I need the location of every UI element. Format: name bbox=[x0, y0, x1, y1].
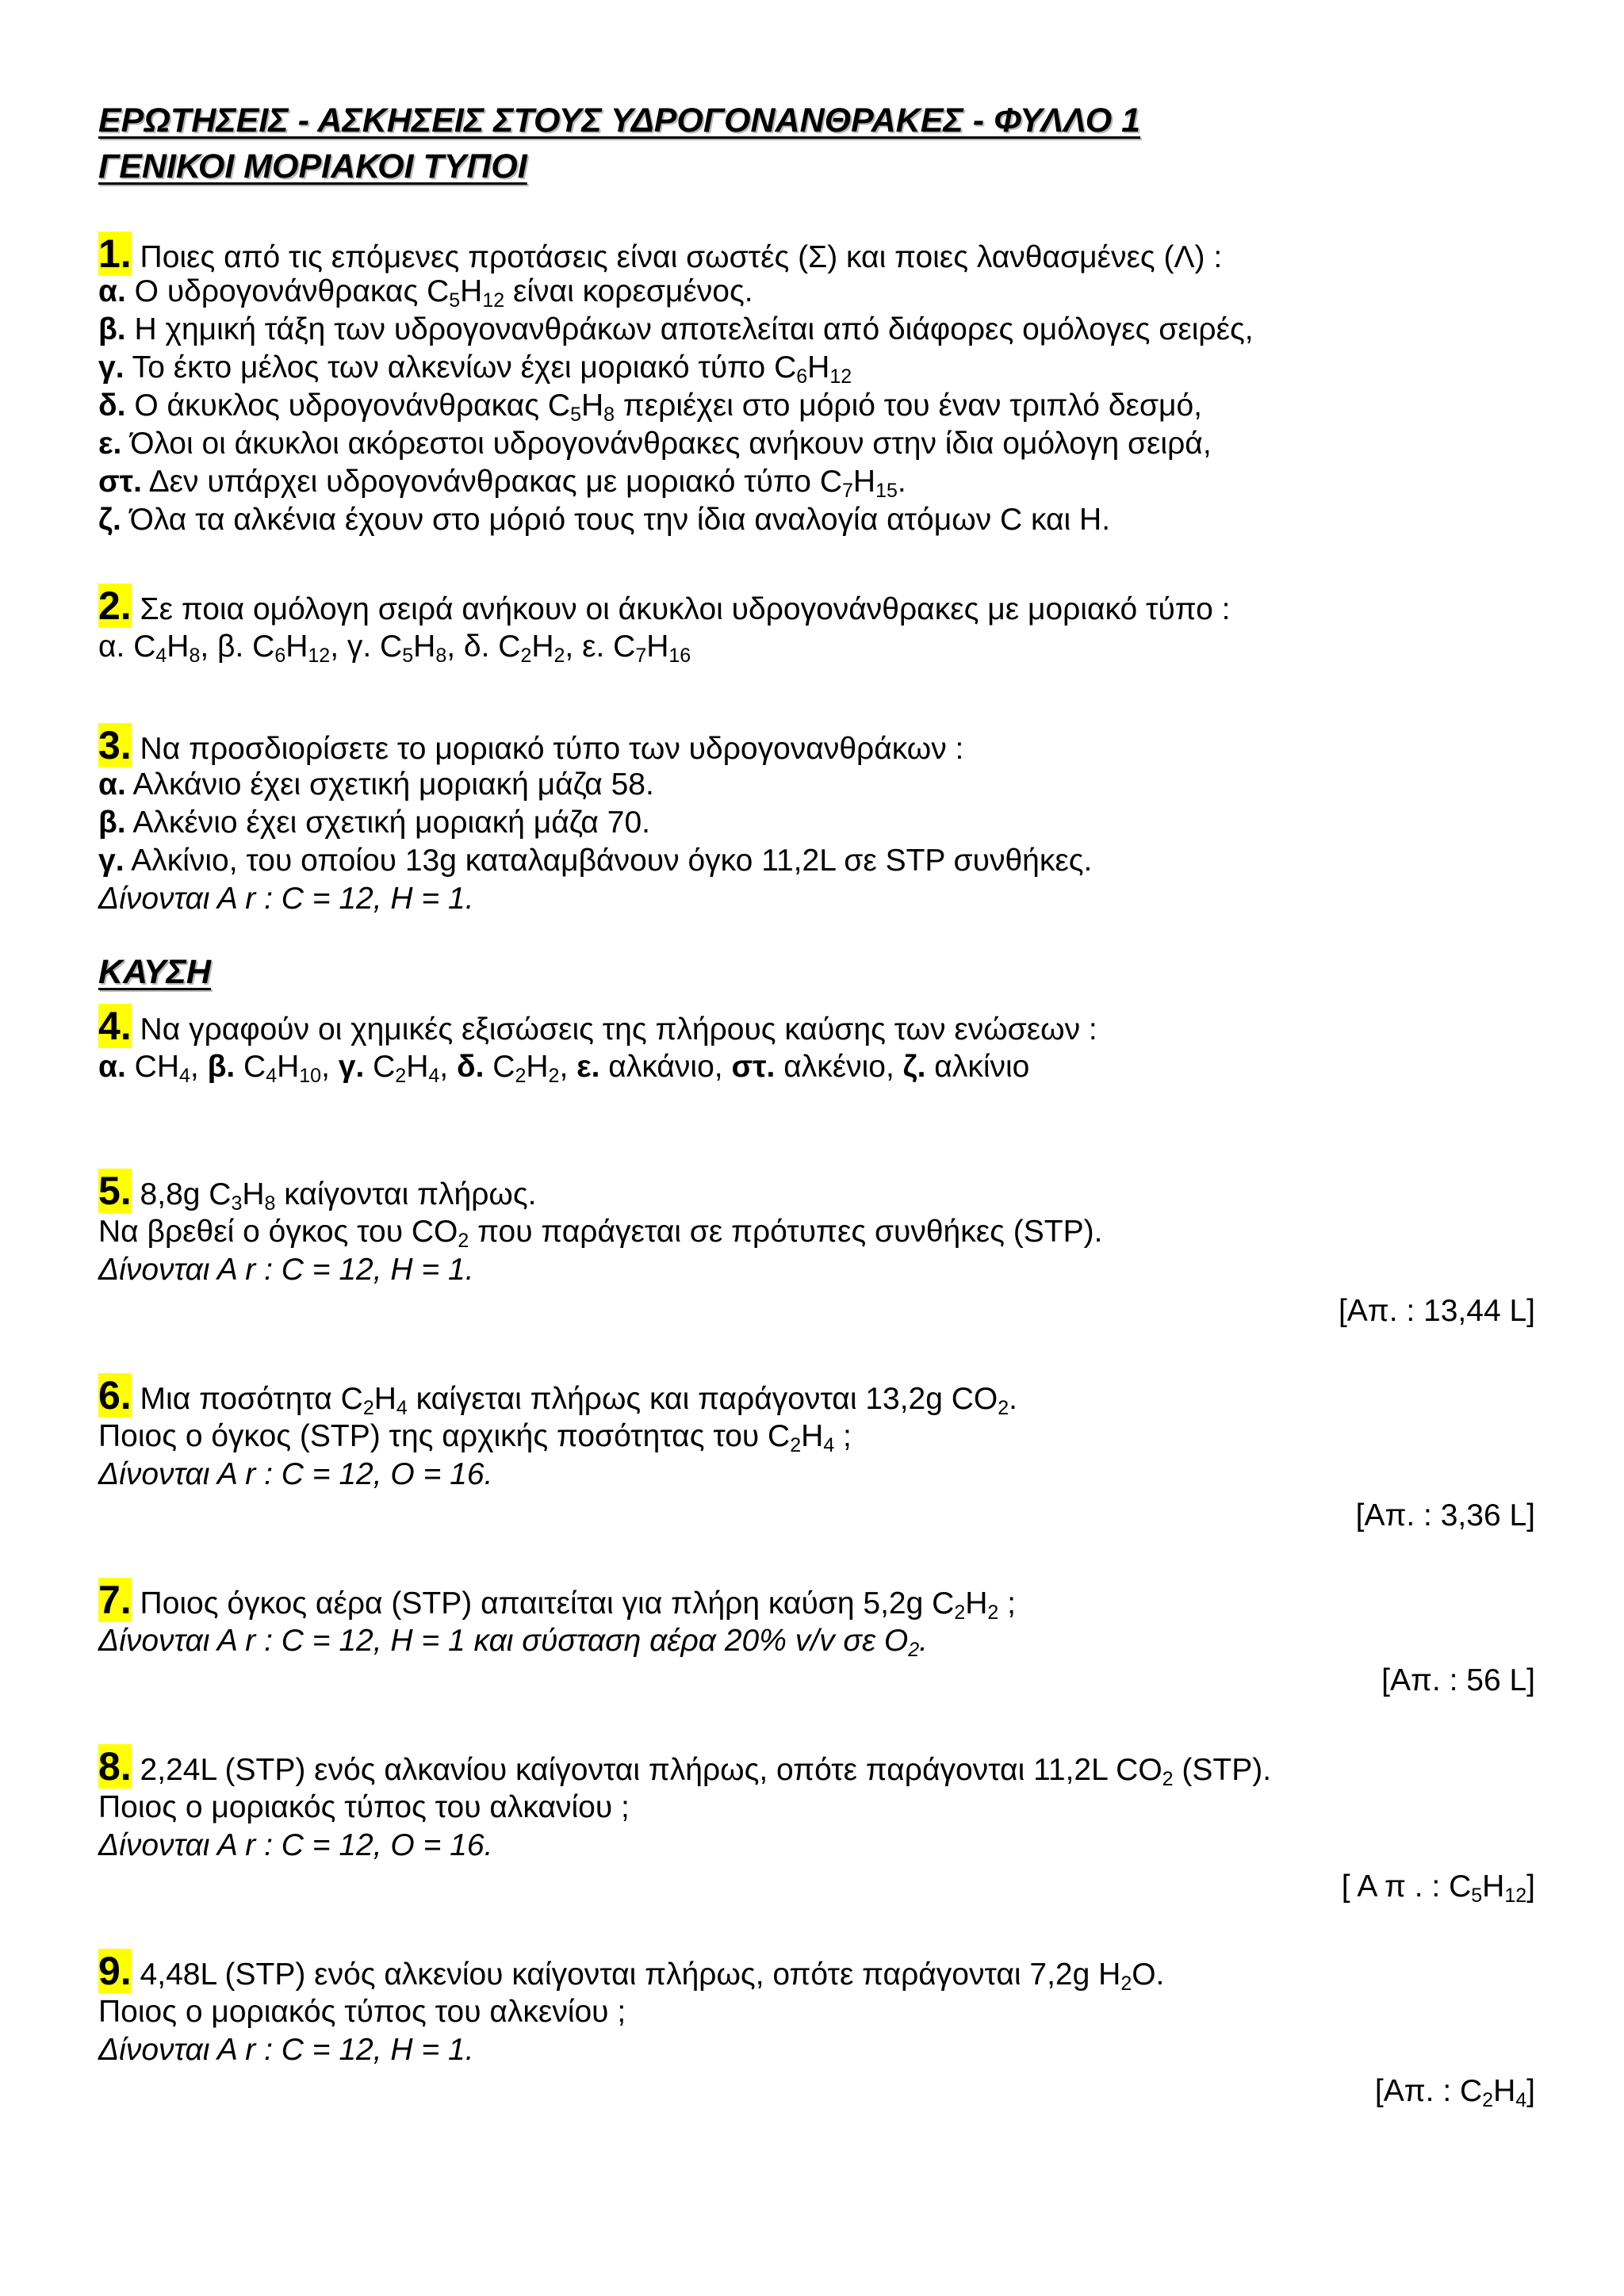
question-3-item-a: α. Αλκάνιο έχει σχετική μοριακή μάζα 58. bbox=[98, 767, 654, 802]
question-6-line-2: Ποιος ο όγκος (STP) της αρχικής ποσότητας του $C_2H_4$ ; bbox=[98, 1419, 852, 1456]
question-9-answer: [Απ. : $C_2H_4$] bbox=[1374, 2074, 1535, 2111]
question-7-answer: [Απ. : 56 L] bbox=[1381, 1663, 1535, 1697]
section-title-combustion: ΚΑΥΣΗ bbox=[98, 953, 211, 991]
question-1-item-a: α. Ο υδρογονάνθρακας $C_5H_{12}$ είναι κορεσμένος. bbox=[98, 274, 753, 312]
question-1-item-f: στ. Δεν υπάρχει υδρογονάνθρακας με μοριακό τύπο $C_7H_{15}$. bbox=[98, 465, 906, 502]
question-7-given: Δίνονται Α r : C = 12, H = 1 και σύσταση αέρα 20% v/v σε $O_2$. bbox=[98, 1624, 929, 1661]
question-5-line-1: 5. 8,8g $C_3H_8$ καίγονται πλήρως. bbox=[98, 1169, 537, 1215]
question-9-line-1: 9. 4,48L (STP) ενός αλκενίου καίγονται πλήρως, οπότε παράγονται 7,2g $H_2O$. bbox=[98, 1949, 1165, 1995]
question-4-compounds: α. $CH_4$, β. $C_4H_{10}$, γ. $C_2H_4$, δ. $C_2H_2$, ε. αλκάνιο, στ. αλκένιο, ζ. αλκίνιο bbox=[98, 1050, 1030, 1087]
question-number: 2. bbox=[98, 584, 132, 628]
question-6-line-1: 6. Μια ποσότητα $C_2H_4$ καίγεται πλήρως και παράγονται 13,2g $CO_2$. bbox=[98, 1373, 1018, 1419]
question-1-prompt: 1. Ποιες από τις επόμενες προτάσεις είναι σωστές (Σ) και ποιες λανθασμένες (Λ) : bbox=[98, 232, 1223, 276]
question-number: 8. bbox=[98, 1744, 132, 1789]
question-8-line-2: Ποιος ο μοριακός τύπος του αλκανίου ; bbox=[98, 1790, 630, 1824]
question-8-answer: [ Α π . : $C_5H_{12}$] bbox=[1341, 1869, 1535, 1907]
question-2-formulas: α. $C_4H_8$, β. $C_6H_{12}$, γ. $C_5H_8$, δ. $C_2H_2$, ε. $C_7H_{16}$ bbox=[98, 629, 691, 667]
worksheet-title: ΕΡΩΤΗΣΕΙΣ - ΑΣΚΗΣΕΙΣ ΣΤΟΥΣ ΥΔΡΟΓΟΝΑΝΘΡΑΚΕΣ - ΦΥΛΛΟ 1 bbox=[98, 101, 1141, 140]
section-title-general-formulas: ΓΕΝΙΚΟΙ ΜΟΡΙΑΚΟΙ ΤΥΠΟΙ bbox=[98, 147, 527, 186]
question-1-item-b: β. Η χημική τάξη των υδρογονανθράκων αποτελείται από διάφορες ομόλογες σειρές, bbox=[98, 312, 1254, 346]
question-3-item-c: γ. Αλκίνιο, του οποίου 13g καταλαμβάνουν όγκο 11,2L σε STP συνθήκες. bbox=[98, 844, 1093, 878]
question-number: 1. bbox=[98, 232, 132, 276]
question-9-line-2: Ποιος ο μοριακός τύπος του αλκενίου ; bbox=[98, 1995, 626, 2029]
question-number: 4. bbox=[98, 1004, 132, 1048]
question-number: 9. bbox=[98, 1949, 132, 1993]
question-number: 7. bbox=[98, 1578, 132, 1622]
question-1-item-e: ε. Όλοι οι άκυκλοι ακόρεστοι υδρογονάνθρακες ανήκουν στην ίδια ομόλογη σειρά, bbox=[98, 427, 1212, 461]
question-number: 6. bbox=[98, 1373, 132, 1418]
question-2-prompt: 2. Σε ποια ομόλογη σειρά ανήκουν οι άκυκλοι υδρογονάνθρακες με μοριακό τύπο : bbox=[98, 584, 1231, 628]
question-5-given: Δίνονται Α r : C = 12, H = 1. bbox=[98, 1253, 474, 1287]
question-8-given: Δίνονται Α r : C = 12, O = 16. bbox=[98, 1828, 493, 1862]
question-5-line-2: Να βρεθεί ο όγκος του $CO_2$ που παράγεται σε πρότυπες συνθήκες (STP). bbox=[98, 1215, 1103, 1252]
question-8-line-1: 8. 2,24L (STP) ενός αλκανίου καίγονται πλήρως, οπότε παράγονται 11,2L $CO_2$ (STP). bbox=[98, 1744, 1272, 1790]
question-7-line-1: 7. Ποιος όγκος αέρα (STP) απαιτείται για πλήρη καύση 5,2g $C_2H_2$ ; bbox=[98, 1578, 1016, 1624]
question-number: 3. bbox=[98, 723, 132, 767]
question-3-item-b: β. Αλκένιο έχει σχετική μοριακή μάζα 70. bbox=[98, 806, 650, 840]
question-9-given: Δίνονται Α r : C = 12, H = 1. bbox=[98, 2033, 474, 2067]
question-5-answer: [Απ. : 13,44 L] bbox=[1338, 1294, 1535, 1328]
question-6-answer: [Απ. : 3,36 L] bbox=[1355, 1498, 1535, 1533]
question-1-item-d: δ. Ο άκυκλος υδρογονάνθρακας $C_5H_8$ περιέχει στο μόριό του έναν τριπλό δεσμό, bbox=[98, 388, 1202, 426]
question-6-given: Δίνονται Α r : C = 12, O = 16. bbox=[98, 1457, 493, 1491]
question-3-prompt: 3. Να προσδιορίσετε το μοριακό τύπο των υδρογονανθράκων : bbox=[98, 723, 964, 767]
question-4-prompt: 4. Να γραφούν οι χημικές εξισώσεις της πλήρους καύσης των ενώσεων : bbox=[98, 1004, 1097, 1048]
question-1-item-c: γ. Το έκτο μέλος των αλκενίων έχει μοριακό τύπο $C_6H_{12}$ bbox=[98, 350, 852, 388]
question-number: 5. bbox=[98, 1169, 132, 1213]
question-1-item-g: ζ. Όλα τα αλκένια έχουν στο μόριό τους την ίδια αναλογία ατόμων C και Η. bbox=[98, 503, 1111, 537]
question-3-given: Δίνονται Α r : C = 12, H = 1. bbox=[98, 882, 474, 916]
